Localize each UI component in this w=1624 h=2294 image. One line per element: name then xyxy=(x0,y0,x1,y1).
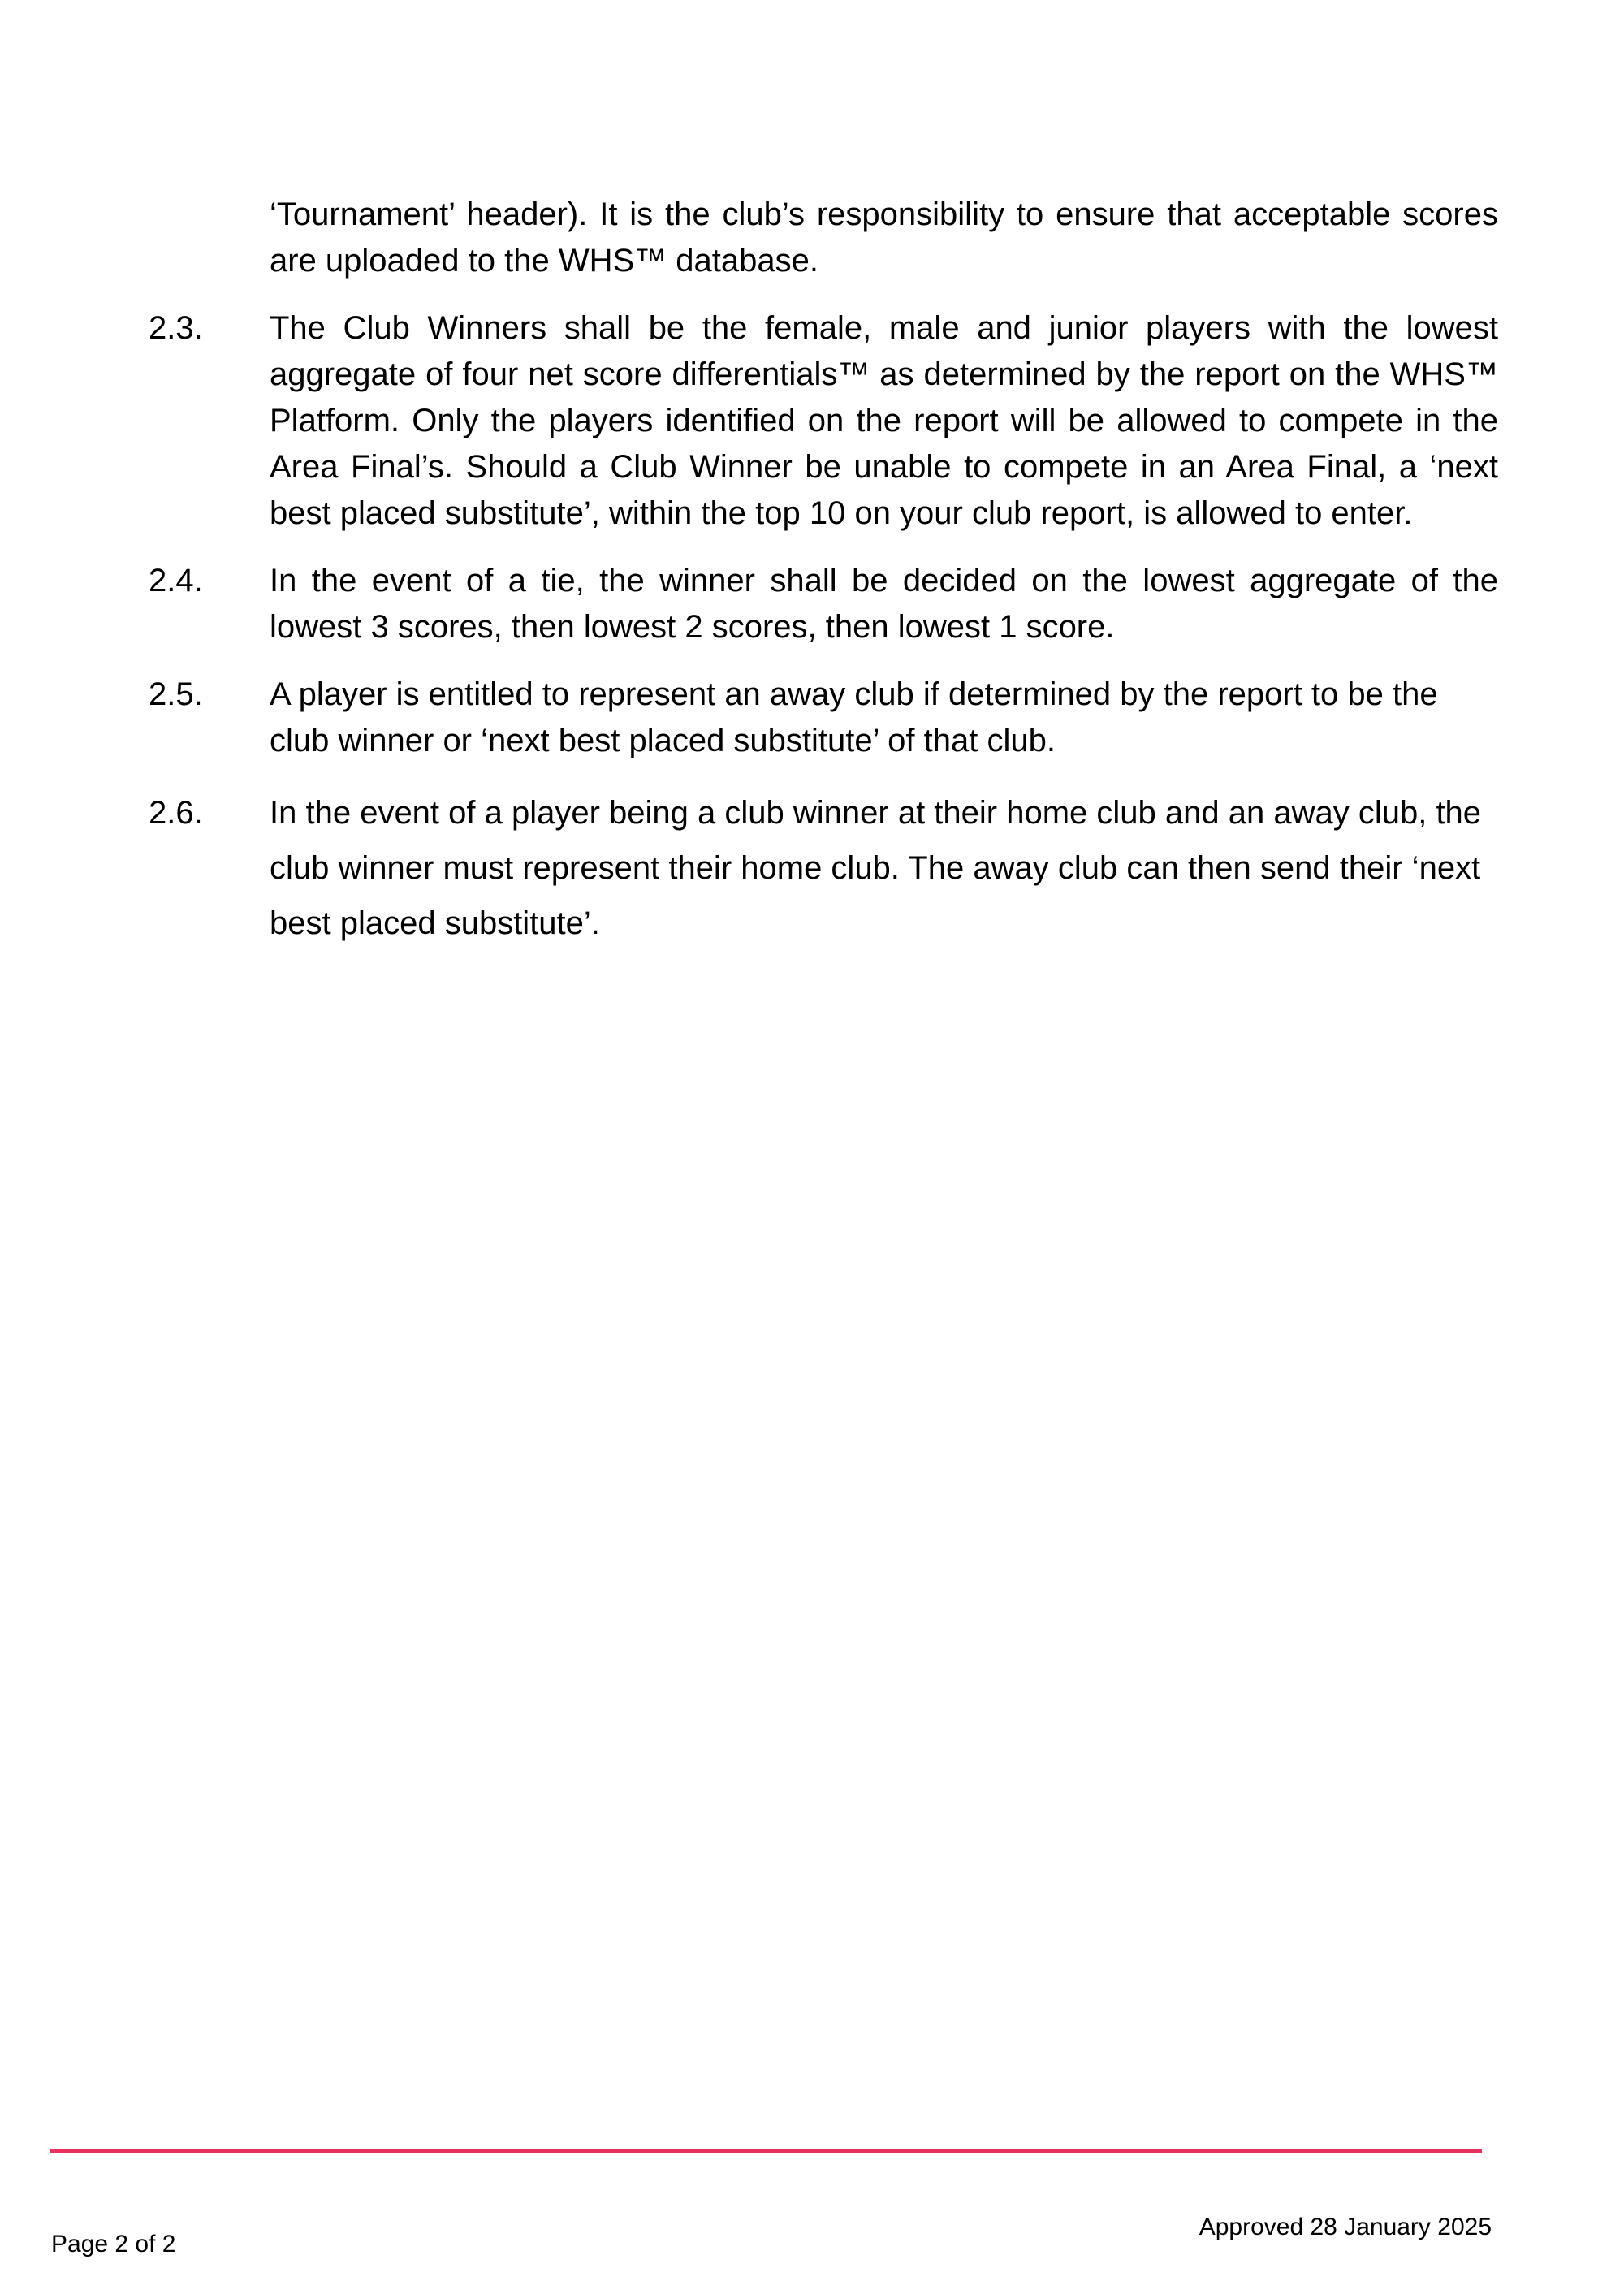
page-number: Page 2 of 2 xyxy=(51,2231,176,2257)
clause-row-2-4 xyxy=(149,558,1498,650)
clause-number: 2.6. xyxy=(149,795,203,831)
clause-text: In the event of a player being a club winner at their home club and an away club, the club winner must represent their home club. The away club can then send their ‘next best placed substitute’. xyxy=(270,795,1482,941)
paragraph-continuation: ‘Tournament’ header). It is the club’s responsibility to ensure that acceptable scores are uploaded to the WHS™ database. xyxy=(270,197,1498,279)
clause-number: 2.3. xyxy=(149,310,203,346)
footer-divider xyxy=(50,2149,1482,2153)
clause-row-2-3 xyxy=(149,305,1498,537)
clause-text: In the event of a tie, the winner shall be decided on the lowest aggregate of the lowest 3 scores, then lowest 2 scores, then lowest 1 score. xyxy=(270,563,1498,645)
clause-text: The Club Winners shall be the female, male and junior players with the lowest aggregate of four net score differentials™ as determined by the report on the WHS™ Platform. Only the players identified on the report will be allowed to compete in the Area Final’s. Should a Club Winner be unable to compete in an Area Final, a ‘next best placed substitute’, within the top 10 on your club report, is allowed to enter. xyxy=(270,310,1498,531)
clause-row-2-5 xyxy=(149,672,1498,764)
clause-row-2-6 xyxy=(149,785,1498,951)
approved-date: Approved 28 January 2025 xyxy=(1199,2214,1492,2240)
clause-number: 2.5. xyxy=(149,676,203,712)
clause-number: 2.4. xyxy=(149,563,203,598)
clause-text: A player is entitled to represent an away club if determined by the report to be the club winner or ‘next best placed substitute’ of that club. xyxy=(270,676,1438,758)
document-body xyxy=(149,192,1498,972)
